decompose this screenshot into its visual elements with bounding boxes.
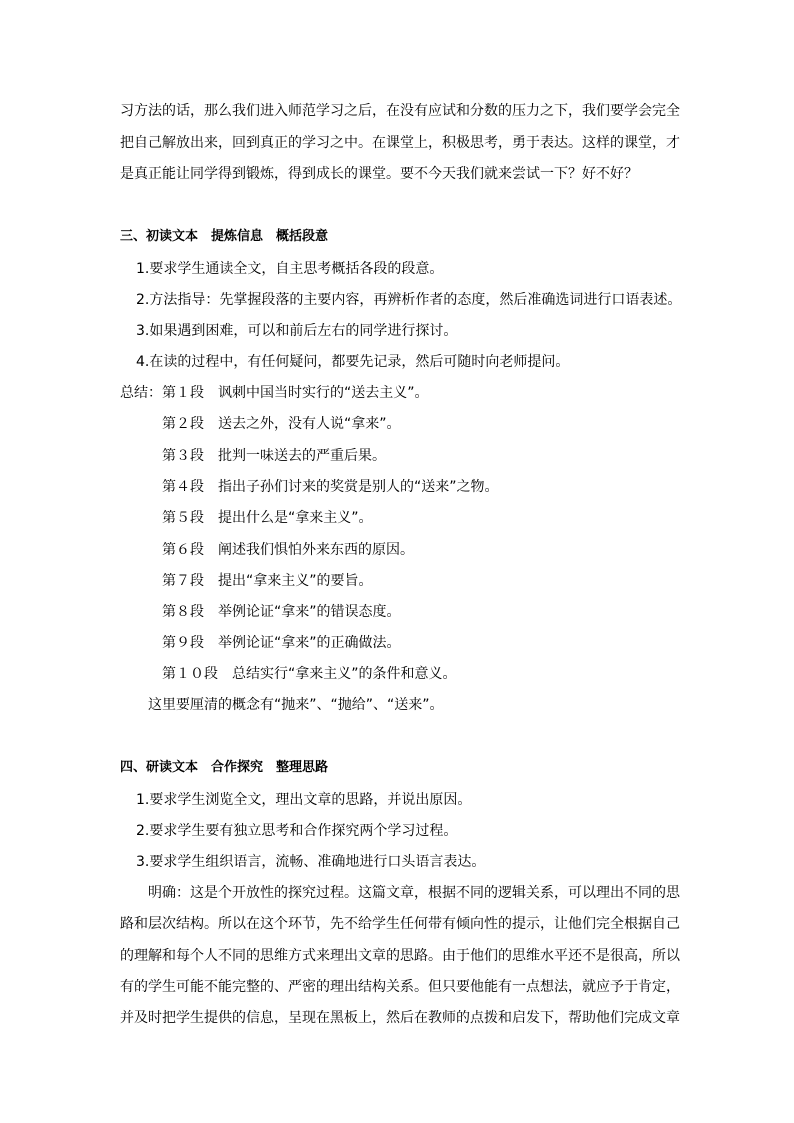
summary-item-8: 第８段 举例论证“拿来”的错误态度。 xyxy=(162,604,401,620)
intro-line-3: 是真正能让同学得到锻炼，得到成长的课堂。要不今天我们就来尝试一下？好不好？ xyxy=(120,166,638,182)
summary-item-7: 第７段 提出“拿来主义”的要旨。 xyxy=(162,573,373,589)
section3-item-2: 2.方法指导：先掌握段落的主要内容，再辨析作者的态度，然后准确选词进行口语表述。 xyxy=(136,292,682,308)
section4-item-1: 1.要求学生浏览全文，理出文章的思路，并说出原因。 xyxy=(136,792,472,808)
section4-heading: 四、研读文本 合作探究 整理思路 xyxy=(120,760,329,775)
intro-line-1: 习方法的话，那么我们进入师范学习之后，在没有应试和分数的压力之下，我们要学会完全 xyxy=(120,103,680,119)
section3-item-3: 3.如果遇到困难，可以和前后左右的同学进行探讨。 xyxy=(136,323,458,339)
summary-item-6: 第６段 阐述我们惧怕外来东西的原因。 xyxy=(162,542,414,558)
clarify-line-3: 的理解和每个人不同的思维方式来理出文章的思路。由于他们的思维水平还不是很高，所以 xyxy=(120,948,680,964)
section3-note: 这里要厘清的概念有“抛来”、“抛给”、“送来”。 xyxy=(148,697,444,713)
summary-item-1: 第１段 讽刺中国当时实行的“送去主义”。 xyxy=(162,385,429,401)
summary-item-9: 第９段 举例论证“拿来”的正确做法。 xyxy=(162,635,401,651)
clarify-line-2: 路和层次结构。所以在这个环节，先不给学生任何带有倾向性的提示，让他们完全根据自己 xyxy=(120,916,680,932)
summary-item-5: 第５段 提出什么是“拿来主义”。 xyxy=(162,510,373,526)
section3-heading: 三、初读文本 提炼信息 概括段意 xyxy=(120,229,329,244)
summary-item-10: 第１０段 总结实行“拿来主义”的条件和意义。 xyxy=(162,666,457,682)
summary-item-3: 第３段 批判一味送去的严重后果。 xyxy=(162,448,386,464)
section3-item-1: 1.要求学生通读全文，自主思考概括各段的段意。 xyxy=(136,261,444,277)
section4-item-2: 2.要求学生要有独立思考和合作探究两个学习过程。 xyxy=(136,823,458,839)
summary-label: 总结： xyxy=(120,385,162,401)
clarify-line-1: 明确：这是个开放性的探究过程。这篇文章，根据不同的逻辑关系，可以理出不同的思 xyxy=(148,885,680,901)
clarify-line-5: 并及时把学生提供的信息，呈现在黑板上，然后在教师的点拨和启发下，帮助他们完成文章 xyxy=(120,1010,680,1026)
clarify-line-4: 有的学生可能不能完整的、严密的理出结构关系。但只要他能有一点想法，就应予于肯定， xyxy=(120,979,680,995)
section4-item-3: 3.要求学生组织语言，流畅、准确地进行口头语言表达。 xyxy=(136,854,486,870)
summary-item-4: 第４段 指出子孙们讨来的奖赏是别人的“送来”之物。 xyxy=(162,479,499,495)
intro-line-2: 把自己解放出来，回到真正的学习之中。在课堂上，积极思考，勇于表达。这样的课堂，才 xyxy=(120,135,680,151)
section3-item-4: 4.在读的过程中，有任何疑问，都要先记录，然后可随时向老师提问。 xyxy=(136,354,570,370)
summary-item-2: 第２段 送去之外，没有人说“拿来”。 xyxy=(162,416,401,432)
